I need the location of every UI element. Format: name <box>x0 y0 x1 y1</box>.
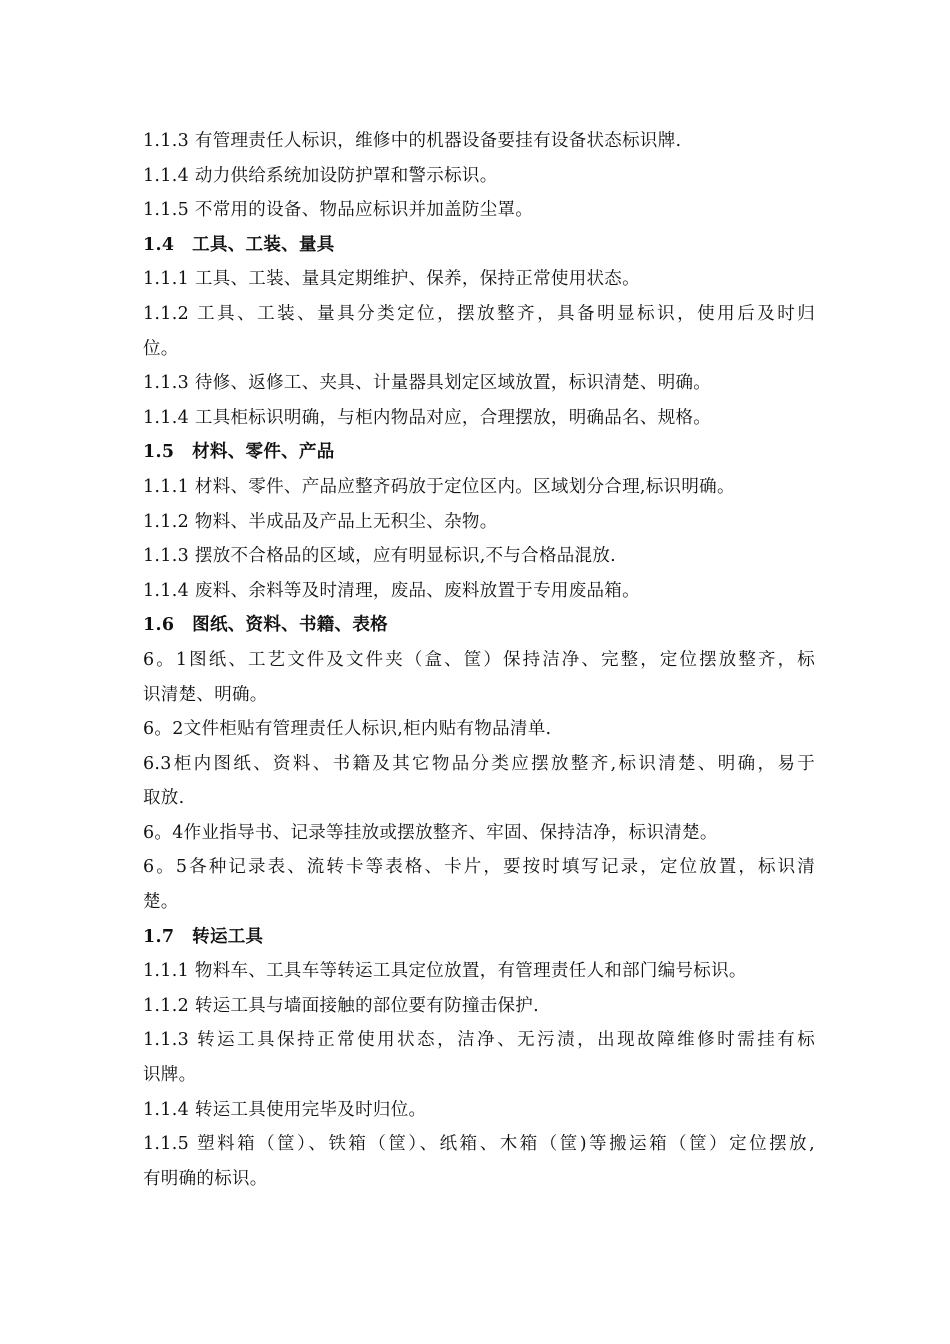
text-line: 楚。 <box>143 892 179 913</box>
text-line: 1.1.3 待修、返修工、夹具、计量器具划定区域放置，标识清楚、明确。 <box>143 373 712 394</box>
text-line: 1.5 材料、零件、产品 <box>143 442 335 463</box>
document-body <box>143 124 815 1196</box>
text-line: 1.1.2 工具、工装、量具分类定位，摆放整齐，具备明显标识，使用后及时归 <box>143 303 815 324</box>
text-line: 1.7 转运工具 <box>143 926 264 947</box>
text-line: 1.4 工具、工装、量具 <box>143 234 335 255</box>
text-line: 6。4作业指导书、记录等挂放或摆放整齐、牢固、保持洁净，标识清楚。 <box>143 822 718 843</box>
section-heading <box>143 435 815 470</box>
list-item <box>143 124 815 159</box>
list-item <box>143 193 815 228</box>
text-line: 6。1图纸、工艺文件及文件夹（盒、筐）保持洁净、完整，定位摆放整齐，标 <box>143 649 815 670</box>
text-line: 1.1.5 塑料箱（筐）、铁箱（筐）、纸箱、木箱（筐)等搬运箱（筐）定位摆放, <box>143 1134 815 1155</box>
list-item <box>143 816 815 851</box>
section-heading <box>143 608 815 643</box>
text-line: 1.1.1 工具、工装、量具定期维护、保养，保持正常使用状态。 <box>143 269 640 290</box>
text-line: 1.1.4 转运工具使用完毕及时归位。 <box>143 1099 427 1120</box>
list-item <box>143 574 815 609</box>
list-item <box>143 954 815 989</box>
text-line: 1.6 图纸、资料、书籍、表格 <box>143 615 388 636</box>
list-item <box>143 297 815 366</box>
list-item <box>143 643 815 712</box>
text-line: 有明确的标识。 <box>143 1168 268 1189</box>
text-line: 1.1.3 转运工具保持正常使用状态，洁净、无污渍，出现故障维修时需挂有标 <box>143 1030 815 1051</box>
list-item <box>143 850 815 919</box>
section-heading <box>143 228 815 263</box>
text-line: 1.1.4 废料、余料等及时清理，废品、废料放置于专用废品箱。 <box>143 580 640 601</box>
text-line: 位。 <box>143 338 179 359</box>
text-line: 1.1.1 物料车、工具车等转运工具定位放置，有管理责任人和部门编号标识。 <box>143 961 747 982</box>
text-line: 识清楚、明确。 <box>143 684 268 705</box>
list-item <box>143 401 815 436</box>
text-line: 6.3柜内图纸、资料、书籍及其它物品分类应摆放整齐,标识清楚、明确，易于 <box>143 753 815 774</box>
list-item <box>143 1023 815 1092</box>
text-line: 6。2文件柜贴有管理责任人标识,柜内贴有物品清单. <box>143 719 552 740</box>
text-line: 1.1.4 工具柜标识明确，与柜内物品对应，合理摆放，明确品名、规格。 <box>143 407 712 428</box>
list-item <box>143 505 815 540</box>
text-line: 取放. <box>143 788 185 809</box>
text-line: 1.1.2 转运工具与墙面接触的部位要有防撞击保护. <box>143 995 539 1016</box>
text-line: 识牌。 <box>143 1065 197 1086</box>
list-item <box>143 1093 815 1128</box>
list-item <box>143 712 815 747</box>
text-line: 1.1.2 物料、半成品及产品上无积尘、杂物。 <box>143 511 498 532</box>
list-item <box>143 262 815 297</box>
list-item <box>143 539 815 574</box>
section-heading <box>143 920 815 955</box>
text-line: 1.1.4 动力供给系统加设防护罩和警示标识。 <box>143 165 498 186</box>
list-item <box>143 989 815 1024</box>
text-line: 6。5各种记录表、流转卡等表格、卡片，要按时填写记录，定位放置，标识清 <box>143 857 815 878</box>
list-item <box>143 747 815 816</box>
list-item <box>143 1127 815 1196</box>
text-line: 1.1.5 不常用的设备、物品应标识并加盖防尘罩。 <box>143 200 534 221</box>
text-line: 1.1.3 摆放不合格品的区域，应有明显标识,不与合格品混放. <box>143 546 617 567</box>
list-item <box>143 159 815 194</box>
list-item <box>143 470 815 505</box>
text-line: 1.1.3 有管理责任人标识，维修中的机器设备要挂有设备状态标识牌. <box>143 131 682 151</box>
list-item <box>143 366 815 401</box>
text-line: 1.1.1 材料、零件、产品应整齐码放于定位区内。区域划分合理,标识明确。 <box>143 476 735 497</box>
